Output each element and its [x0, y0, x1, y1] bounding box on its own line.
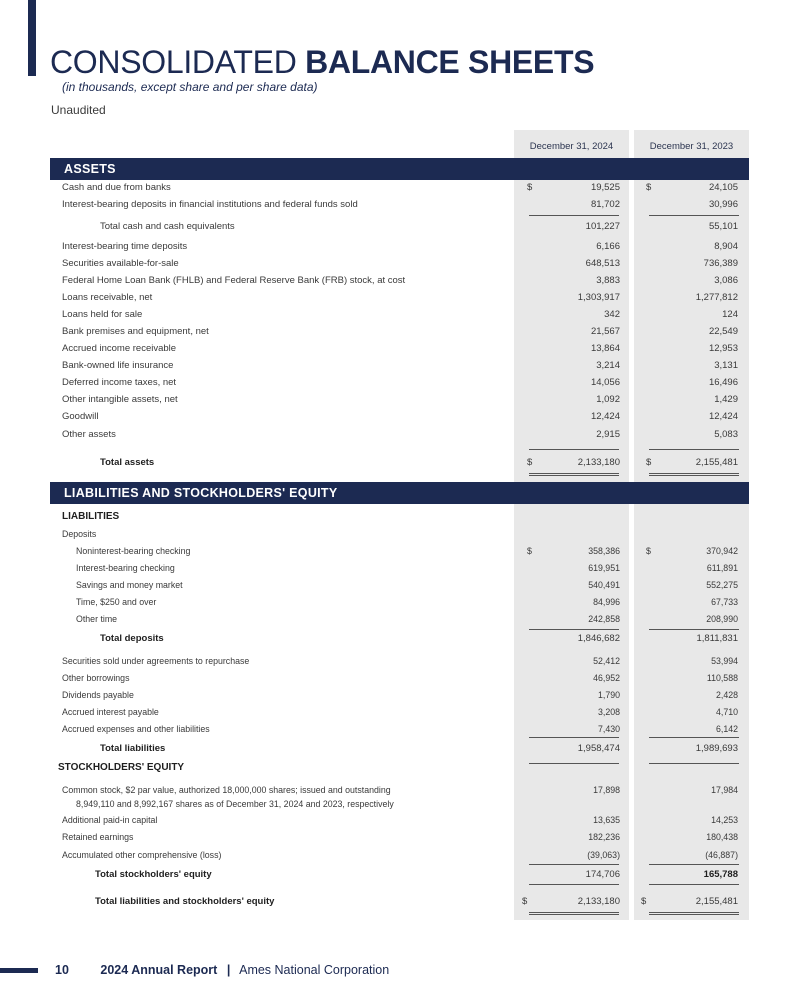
subtotal-rule [649, 215, 739, 216]
value-2023: 180,438 [706, 832, 738, 842]
value-2024: 101,227 [585, 221, 620, 232]
value-2023: 5,083 [714, 429, 738, 440]
row-label: Bank premises and equipment, net [62, 326, 209, 337]
currency-symbol: $ [527, 457, 533, 468]
row-label: Accumulated other comprehensive (loss) [62, 850, 222, 860]
row-label: Savings and money market [76, 580, 183, 590]
value-2023: 1,429 [714, 394, 738, 405]
asset-row [0, 198, 800, 212]
value-2024: 13,635 [593, 815, 620, 825]
value-2024: 242,858 [588, 614, 620, 624]
value-2024: 17,898 [593, 785, 620, 795]
value-2023: 22,549 [708, 326, 738, 337]
row-label: Other time [76, 614, 118, 624]
subtotal-rule [649, 884, 739, 885]
company-name: Ames National Corporation [239, 963, 390, 977]
value-2024: 1,958,474 [577, 743, 620, 754]
value-2023: 165,788 [703, 869, 738, 880]
value-2023: 16,496 [708, 377, 738, 388]
value-2024: 84,996 [593, 597, 620, 607]
asset-row [0, 240, 800, 254]
row-label: Cash and due from banks [62, 182, 171, 193]
value-2024: 619,951 [588, 563, 620, 573]
deposit-row [0, 544, 800, 558]
row-label-continued: 8,949,110 and 8,992,167 shares as of December 31, 2024 and 2023, respectively [76, 799, 394, 809]
value-2024: 7,430 [597, 724, 620, 734]
value-2023: 30,996 [708, 199, 738, 210]
row-label: Interest-bearing deposits in financial institutions and federal funds sold [62, 199, 358, 210]
liability-row [0, 654, 800, 668]
value-2023: 3,086 [714, 275, 738, 286]
currency-symbol: $ [646, 546, 651, 556]
value-2023: 6,142 [715, 724, 738, 734]
value-2023: 55,101 [708, 221, 738, 232]
value-2024: 3,214 [596, 360, 620, 371]
currency-symbol: $ [522, 896, 528, 907]
page-subtitle: (in thousands, except share and per share data) [62, 80, 318, 94]
column-header-2023: December 31, 2023 [649, 141, 734, 152]
asset-row [0, 325, 800, 339]
equity-row [0, 783, 800, 797]
value-2024: 182,236 [588, 832, 620, 842]
value-2024: 13,864 [590, 343, 620, 354]
double-underline [529, 912, 619, 915]
value-2023: 8,904 [714, 241, 738, 252]
footer-accent-bar [0, 968, 38, 973]
currency-symbol: $ [641, 896, 647, 907]
subtotal-rule [529, 737, 619, 738]
value-2023: 2,155,481 [695, 457, 738, 468]
equity-row [0, 813, 800, 827]
value-2023: 736,389 [703, 258, 738, 269]
double-underline [649, 473, 739, 476]
asset-row [0, 257, 800, 271]
deposit-row [0, 561, 800, 575]
deposit-row [0, 578, 800, 592]
value-2024: 1,092 [596, 394, 620, 405]
row-label: LIABILITIES [62, 511, 120, 522]
subtotal-rule [649, 737, 739, 738]
value-2024: 52,412 [593, 656, 620, 666]
value-2023: 2,155,481 [695, 896, 738, 907]
total-assets-row [0, 456, 800, 470]
liability-row [0, 688, 800, 702]
value-2023: 124 [722, 309, 738, 320]
subtotal-rule [529, 215, 619, 216]
row-label: Deferred income taxes, net [62, 377, 177, 388]
value-2023: (46,887) [705, 850, 738, 860]
deposits-heading [0, 527, 800, 541]
row-label: Securities available-for-sale [62, 258, 179, 269]
deposit-row [0, 612, 800, 626]
value-2024: 540,491 [588, 580, 620, 590]
subtotal-rule [529, 763, 619, 764]
row-label: Interest-bearing checking [76, 563, 175, 573]
double-underline [529, 473, 619, 476]
asset-row [0, 181, 800, 195]
total-deposits-row [0, 632, 800, 646]
asset-row [0, 342, 800, 356]
value-2023: 1,989,693 [695, 743, 738, 754]
row-label: Interest-bearing time deposits [62, 241, 188, 252]
row-label: Deposits [62, 529, 97, 539]
value-2024: 21,567 [590, 326, 620, 337]
equity-row [0, 830, 800, 844]
value-2023: 3,131 [714, 360, 738, 371]
currency-symbol: $ [527, 546, 532, 556]
row-label: Common stock, $2 par value, authorized 18,000,000 shares; issued and outstanding [62, 785, 391, 795]
footer-separator: | [226, 963, 231, 977]
currency-symbol: $ [646, 457, 652, 468]
value-2024: 1,303,917 [577, 292, 620, 303]
row-label: Total cash and cash equivalents [100, 221, 235, 232]
value-2023: 24,105 [708, 182, 738, 193]
value-2024: 19,525 [590, 182, 620, 193]
value-2023: 4,710 [715, 707, 738, 717]
total-rule [649, 449, 739, 450]
value-2024: 342 [604, 309, 620, 320]
value-2024: 358,386 [588, 546, 620, 556]
row-label: Goodwill [62, 411, 99, 422]
row-label: Time, $250 and over [76, 597, 157, 607]
value-2024: 1,846,682 [577, 633, 620, 644]
column-header-2024: December 31, 2024 [529, 141, 614, 152]
asset-row [0, 376, 800, 390]
row-label: Total liabilities [100, 743, 166, 754]
row-label: Securities sold under agreements to repurchase [62, 656, 250, 666]
value-2023: 12,953 [708, 343, 738, 354]
asset-row [0, 393, 800, 407]
row-label: Total liabilities and stockholders' equity [95, 896, 275, 907]
row-label: Other assets [62, 429, 116, 440]
value-2023: 14,253 [711, 815, 738, 825]
row-label: Federal Home Loan Bank (FHLB) and Federal Reserve Bank (FRB) stock, at cost [62, 275, 406, 286]
value-2023: 110,588 [706, 673, 738, 683]
row-label: Accrued income receivable [62, 343, 177, 354]
liability-row [0, 722, 800, 736]
page-number: 10 [55, 963, 69, 977]
asset-row [0, 410, 800, 424]
liability-row [0, 671, 800, 685]
total-equity-row [0, 868, 800, 882]
subtotal-rule [529, 884, 619, 885]
value-2023: 2,428 [715, 690, 738, 700]
value-2023: 17,984 [711, 785, 738, 795]
value-2024: 1,790 [597, 690, 620, 700]
value-2024: 81,702 [590, 199, 620, 210]
value-2024: 174,706 [585, 869, 620, 880]
value-2023: 67,733 [711, 597, 738, 607]
value-2023: 370,942 [706, 546, 738, 556]
asset-row [0, 291, 800, 305]
value-2024: 12,424 [590, 411, 620, 422]
asset-row [0, 274, 800, 288]
row-label: Accrued expenses and other liabilities [62, 724, 210, 734]
total-liabilities-row [0, 742, 800, 756]
unaudited-note: Unaudited [51, 103, 106, 117]
row-label: Dividends payable [62, 690, 134, 700]
value-2023: 552,275 [706, 580, 738, 590]
subtotal-rule [529, 864, 619, 865]
page-footer [55, 963, 389, 977]
title-accent-bar [28, 0, 36, 76]
row-label: Noninterest-bearing checking [76, 546, 191, 556]
value-2023: 1,811,831 [696, 633, 738, 644]
row-label: Loans receivable, net [62, 292, 153, 303]
subtotal-rule [529, 629, 619, 630]
double-underline [649, 912, 739, 915]
report-name: 2024 Annual Report [100, 963, 218, 977]
value-2024: (39,063) [587, 850, 620, 860]
total-rule [529, 449, 619, 450]
value-2023: 208,990 [706, 614, 738, 624]
row-label: Accrued interest payable [62, 707, 159, 717]
row-label: Other intangible assets, net [62, 394, 178, 405]
value-2024: 46,952 [593, 673, 620, 683]
subtotal-rule [649, 763, 739, 764]
row-label: Bank-owned life insurance [62, 360, 174, 371]
title-bold: BALANCE SHEETS [305, 44, 595, 80]
row-label: Retained earnings [62, 832, 134, 842]
assets-section-header: ASSETS [50, 158, 749, 180]
value-2024: 3,883 [596, 275, 620, 286]
value-2024: 2,133,180 [577, 896, 620, 907]
row-label: Total deposits [100, 633, 164, 644]
value-2023: 12,424 [708, 411, 738, 422]
value-2024: 3,208 [597, 707, 620, 717]
total-liabilities-equity-row [0, 895, 800, 909]
row-label: Total stockholders' equity [95, 869, 212, 880]
deposit-row [0, 595, 800, 609]
page-title [50, 42, 594, 82]
asset-row [0, 428, 800, 442]
value-2023: 611,891 [706, 563, 738, 573]
equity-row-continuation [0, 797, 800, 811]
row-label: Additional paid-in capital [62, 815, 158, 825]
value-2023: 53,994 [711, 656, 738, 666]
asset-row [0, 308, 800, 322]
value-2024: 2,915 [596, 429, 620, 440]
value-2024: 6,166 [596, 241, 620, 252]
equity-row [0, 848, 800, 862]
subtotal-rule [649, 629, 739, 630]
row-label: Loans held for sale [62, 309, 143, 320]
subtotal-rule [649, 864, 739, 865]
title-light: CONSOLIDATED [50, 44, 297, 80]
currency-symbol: $ [527, 182, 533, 193]
liabilities-equity-section-header: LIABILITIES AND STOCKHOLDERS' EQUITY [50, 482, 749, 504]
asset-row [0, 359, 800, 373]
row-label: Total assets [100, 457, 155, 468]
value-2024: 648,513 [585, 258, 620, 269]
asset-subtotal-row [0, 220, 800, 234]
liability-row [0, 705, 800, 719]
row-label: Other borrowings [62, 673, 130, 683]
value-2024: 14,056 [590, 377, 620, 388]
currency-symbol: $ [646, 182, 652, 193]
value-2024: 2,133,180 [577, 457, 620, 468]
value-2023: 1,277,812 [695, 292, 738, 303]
liabilities-subheading [0, 510, 800, 524]
row-label: STOCKHOLDERS' EQUITY [58, 762, 185, 773]
